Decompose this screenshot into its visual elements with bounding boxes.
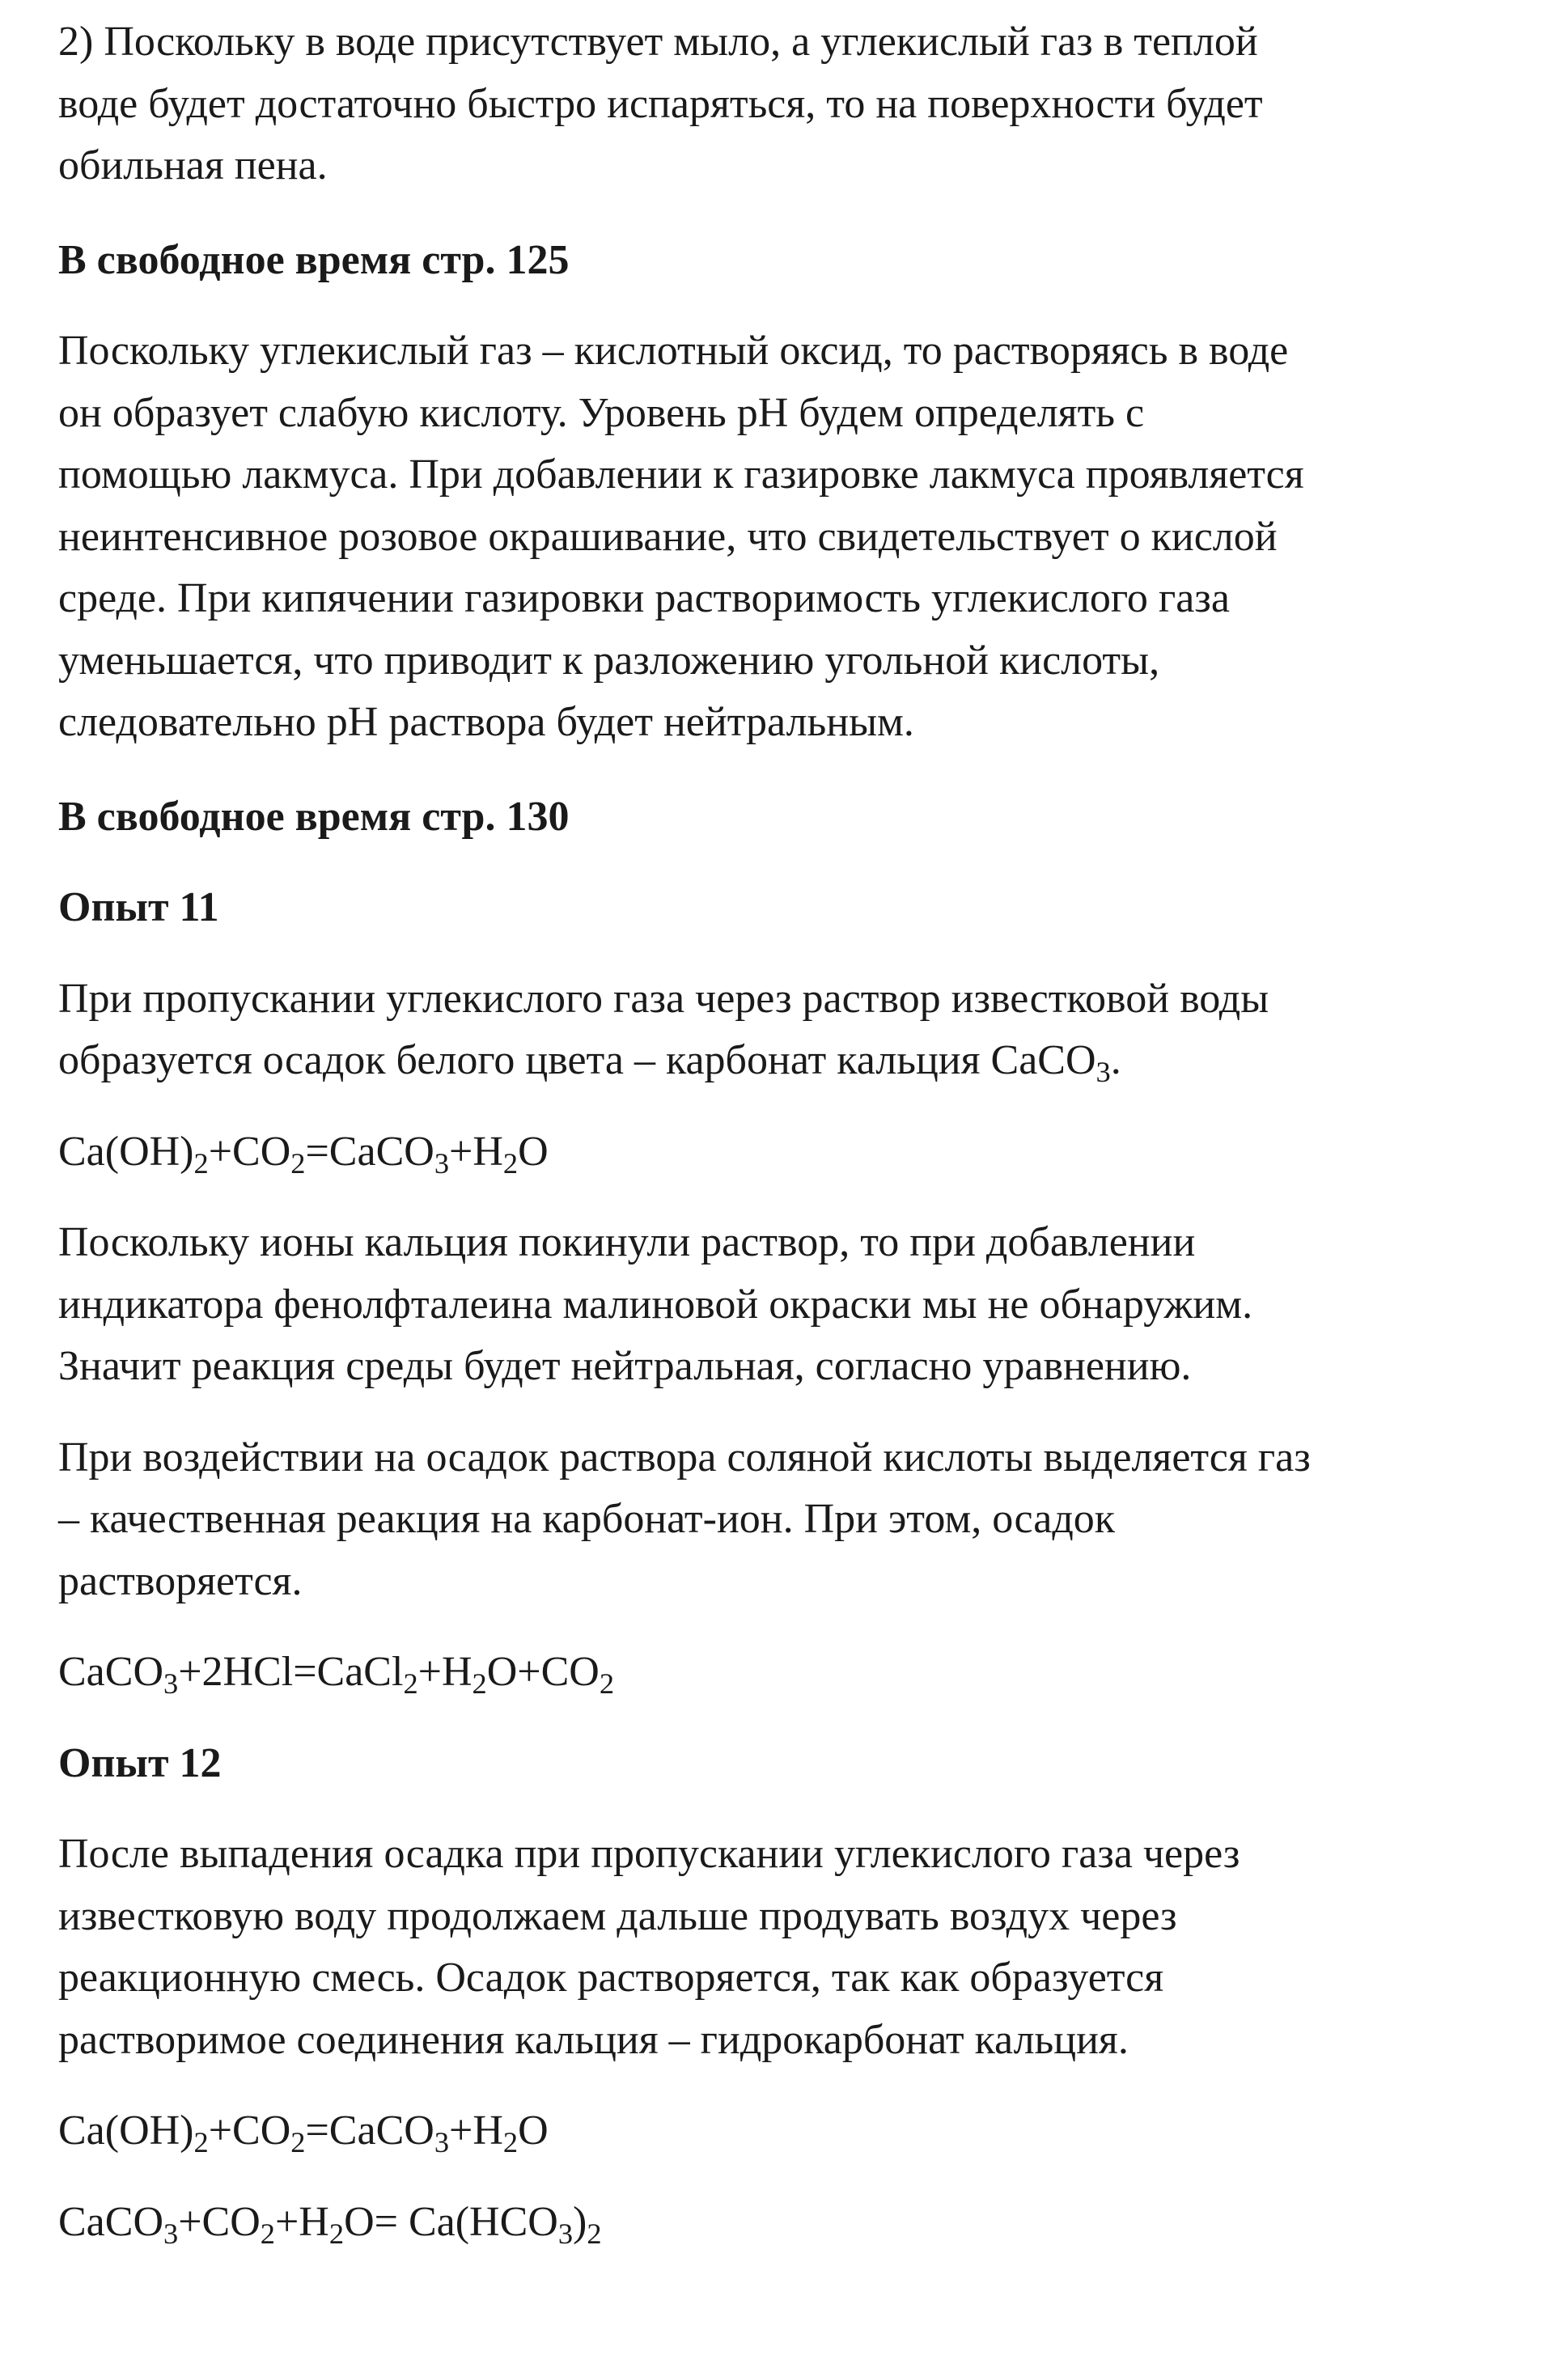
text-line: Поскольку ионы кальция покинули раствор, то при добавлении [58,1219,1196,1265]
equation-term: +CO [208,1128,291,1175]
equation-subscript: 3 [557,2217,574,2250]
equation-term: Ca(OH) [58,1128,194,1175]
equation-subscript: 2 [328,2217,345,2250]
text-line: обильная пена. [58,142,328,189]
text-line: воде будет достаточно быстро испаряться, то на поверхности будет [58,80,1263,127]
equation-term: +H [449,2107,503,2154]
experiment-12-paragraph-1 [58,1824,1515,2071]
equation-subscript: 2 [599,1667,615,1701]
experiment-11-paragraph-3 [58,1427,1515,1613]
page-content [58,11,1515,2253]
text-line: растворяется. [58,1557,303,1604]
text-line: неинтенсивное розовое окрашивание, что свидетельствует о кислой [58,513,1278,560]
experiment-11-paragraph-1 [58,968,1515,1092]
equation-subscript: 3 [163,1667,179,1701]
text-line: Значит реакция среды будет нейтральная, согласно уравнению. [58,1343,1192,1389]
equation-term: O [518,2107,549,2154]
equation-subscript: 3 [434,2126,450,2159]
experiment-11-heading: Опыт 11 [58,884,219,930]
text-line: растворимое соединения кальция – гидрокарбонат кальция. [58,2016,1129,2063]
equation-term: +H [274,2198,329,2245]
equation-11-1 [58,1121,1515,1184]
text-line: реакционную смесь. Осадок растворяется, так как образуется [58,1955,1164,2001]
equation-subscript: 3 [434,1146,450,1180]
experiment-11-paragraph-2 [58,1212,1515,1398]
equation-subscript: 2 [260,2217,275,2250]
intro-paragraph [58,11,1515,197]
equation-term: CaCO [58,2198,163,2245]
equation-subscript: 2 [290,2126,306,2159]
text-line: уменьшается, что приводит к разложению угольной кислоты, [58,637,1160,684]
equation-term: +CO [178,2198,261,2245]
text-line: При пропускании углекислого газа через раствор известковой воды [58,975,1269,1022]
equation-12-2 [58,2192,1515,2254]
equation-11-2 [58,1642,1515,1704]
text-line: среде. При кипячении газировки растворимость углекислого газа [58,575,1230,621]
equation-subscript: 3 [163,2217,179,2250]
equation-subscript: 2 [502,2126,519,2159]
equation-term: CaCO [58,1649,163,1695]
equation-term: Ca(OH) [58,2107,194,2154]
section-125-paragraph [58,320,1515,754]
equation-term: +H [417,1649,473,1695]
text-line: 2) Поскольку в воде присутствует мыло, а углекислый газ в теплой [58,19,1258,65]
equation-subscript: 2 [472,1667,487,1701]
equation-subscript: 2 [403,1667,418,1701]
equation-subscript: 2 [290,1146,306,1180]
section-heading-125: В свободное время стр. 125 [58,236,570,283]
equation-term: =CaCO [305,2107,434,2154]
text-line: При воздействии на осадок раствора соляной кислоты выделяется газ [58,1434,1311,1481]
text-line: помощью лакмуса. При добавлении к газировке лакмуса проявляется [58,451,1304,498]
equation-term: +2HCl=CaCl [178,1649,404,1695]
text-line: следовательно pH раствора будет нейтральным. [58,699,914,745]
text-fragment: образуется осадок белого цвета – карбонат кальция CaCO [58,1037,1096,1083]
equation-subscript: 2 [502,1146,519,1180]
section-heading-130: В свободное время стр. 130 [58,793,570,840]
equation-subscript: 2 [193,2126,209,2159]
equation-12-1 [58,2100,1515,2163]
equation-subscript: 2 [587,2217,602,2250]
text-line: – качественная реакция на карбонат-ион. При этом, осадок [58,1496,1116,1542]
text-fragment: . [1110,1037,1121,1083]
text-line: Поскольку углекислый газ – кислотный оксид, то растворяясь в воде [58,328,1289,374]
text-line [58,1030,1515,1092]
text-line: После выпадения осадка при пропускании углекислого газа через [58,1831,1240,1877]
equation-term: O [518,1128,549,1175]
equation-term: O= Ca(HCO [344,2198,558,2245]
equation-term: =CaCO [305,1128,434,1175]
equation-term: ) [573,2198,587,2245]
equation-term: +H [449,1128,503,1175]
equation-term: O+CO [486,1649,600,1695]
experiment-12-heading: Опыт 12 [58,1739,222,1786]
text-line: индикатора фенолфталеина малиновой окраски мы не обнаружим. [58,1281,1253,1328]
equation-term: +CO [208,2107,291,2154]
text-line: известковую воду продолжаем дальше продувать воздух через [58,1892,1177,1939]
equation-subscript: 2 [193,1146,209,1180]
subscript: 3 [1095,1056,1111,1089]
text-line: он образует слабую кислоту. Уровень pH будем определять с [58,389,1145,436]
